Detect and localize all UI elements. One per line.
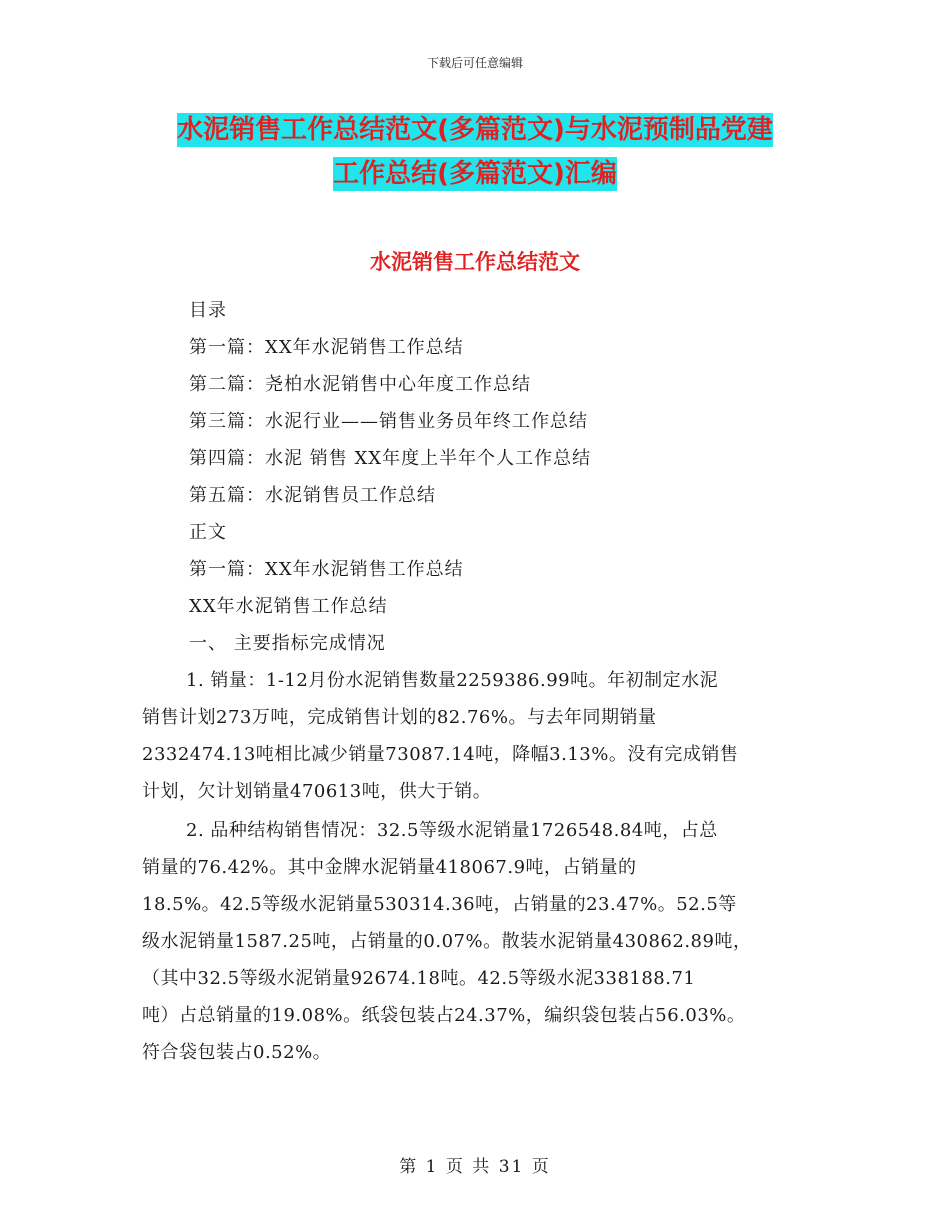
toc-line: 第三篇：水泥行业——销售业务员年终工作总结 [189,411,588,432]
toc-line: 第一篇：XX年水泥销售工作总结 [189,559,464,580]
toc-line: 一、 主要指标完成情况 [189,633,386,654]
paragraph-line: 1. 销量：1-12月份水泥销售数量2259386.99吨。年初制定水泥 [186,670,719,691]
document-title-text-2: 工作总结(多篇范文)汇编 [333,159,617,189]
page-header-note: 下载后可任意编辑 [426,56,523,70]
paragraph-sales-volume [142,662,802,810]
document-title-line-1 [0,112,950,148]
toc-line: 第一篇：XX年水泥销售工作总结 [189,337,464,358]
toc-line: 第二篇：尧柏水泥销售中心年度工作总结 [189,374,531,395]
toc-line: 目录 [189,300,227,321]
document-title-line-2 [0,156,950,192]
paragraph-line: 计划，欠计划销量470613吨，供大于销。 [142,781,492,802]
document-title-text-1: 水泥销售工作总结范文(多篇范文)与水泥预制品党建 [177,115,773,145]
paragraph-line: 2332474.13吨相比减少销量73087.14吨，降幅3.13%。没有完成销售 [142,744,739,765]
paragraph-line: 级水泥销量1587.25吨，占销量的0.07%。散装水泥销量430862.89吨， [142,931,752,952]
toc-line: XX年水泥销售工作总结 [189,596,388,617]
paragraph-product-structure [142,812,802,1071]
toc-line: 正文 [189,522,227,543]
paragraph-line: 2. 品种结构销售情况：32.5等级水泥销量1726548.84吨，占总 [186,820,718,841]
page-number-footer: 第 1 页 共 31 页 [399,1157,551,1177]
paragraph-line: 销量的76.42%。其中金牌水泥销量418067.9吨，占销量的 [142,857,637,878]
paragraph-line: 符合袋包装占0.52%。 [142,1042,332,1063]
paragraph-line: 销售计划273万吨，完成销售计划的82.76%。与去年同期销量 [142,707,657,728]
toc-line: 第五篇：水泥销售员工作总结 [189,485,436,506]
toc-line: 第四篇：水泥 销售 XX年度上半年个人工作总结 [189,448,592,469]
paragraph-line: 18.5%。42.5等级水泥销量530314.36吨，占销量的23.47%。52.5等 [142,894,737,915]
table-of-contents [189,292,591,662]
paragraph-line: （其中32.5等级水泥销量92674.18吨。42.5等级水泥338188.71 [142,968,696,989]
section-title: 水泥销售工作总结范文 [370,250,580,274]
paragraph-line: 吨）占总销量的19.08%。纸袋包装占24.37%，编织袋包装占56.03%。 [142,1005,746,1026]
